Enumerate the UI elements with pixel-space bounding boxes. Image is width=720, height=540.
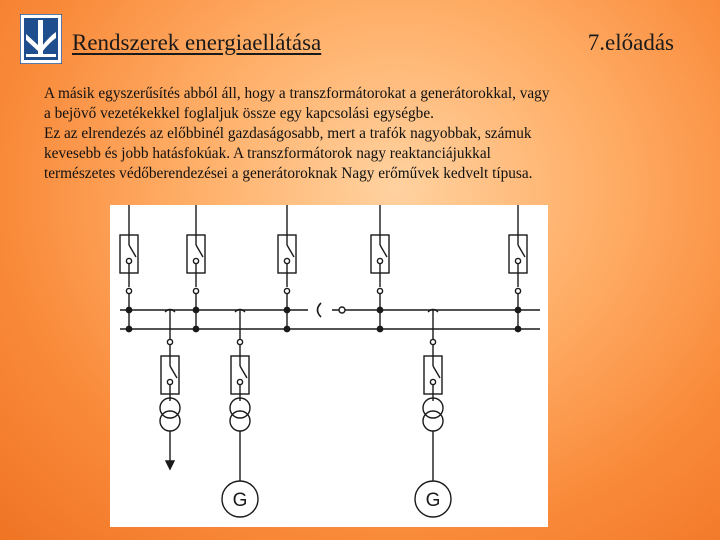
- contact-point: [237, 379, 242, 384]
- switching-diagram: [110, 205, 548, 527]
- body-paragraph: [44, 84, 684, 184]
- feeder-bay: [187, 205, 205, 332]
- contact-point: [430, 379, 435, 384]
- feeder-bay: [371, 205, 389, 332]
- university-logo-icon: [20, 14, 62, 64]
- bus-node: [515, 326, 522, 333]
- breaker-contact: [518, 245, 525, 257]
- disconnector-contact: [193, 288, 198, 293]
- generator-branch: [415, 310, 451, 518]
- feeder-bay: [120, 205, 138, 332]
- bus-node: [377, 326, 384, 333]
- feeder-bay: [278, 205, 296, 332]
- disconnector-contact: [237, 339, 242, 344]
- contact-point: [515, 258, 520, 263]
- body-line: a bejövő vezetékekkel foglaljuk össze egy kapcsolási egységbe.: [44, 105, 434, 122]
- feeder-bay: [509, 205, 527, 332]
- bus-node: [193, 326, 200, 333]
- body-line: A másik egyszerűsítés abból áll, hogy a transzformátorokat a generátorokkal, vagy: [44, 85, 550, 102]
- body-line: kevesebb és jobb hatásfokúak. A transzformátorok nagy reaktanciájukkal: [44, 145, 491, 162]
- transformer-winding: [423, 411, 443, 431]
- breaker-contact: [433, 366, 440, 378]
- bus-coupler-switch: [318, 303, 322, 317]
- disconnector-contact: [167, 339, 172, 344]
- outgoing-branch: [160, 310, 180, 470]
- contact-point: [167, 379, 172, 384]
- breaker-contact: [170, 366, 177, 378]
- bus-coupler-contact: [339, 307, 345, 313]
- breaker-contact: [287, 245, 294, 257]
- body-line: Ez az elrendezés az előbbinél gazdaságosabb, mert a trafók nagyobbak, számuk: [44, 125, 532, 142]
- generator-label: G: [425, 490, 441, 511]
- disconnector-contact: [515, 288, 520, 293]
- bus-node: [126, 326, 133, 333]
- disconnector-contact: [126, 288, 131, 293]
- contact-point: [126, 258, 131, 263]
- bus-node: [284, 326, 291, 333]
- lecture-number: 7.előadás: [587, 30, 674, 55]
- transformer-winding: [160, 411, 180, 431]
- disconnector-contact: [377, 288, 382, 293]
- contact-point: [284, 258, 289, 263]
- breaker-contact: [129, 245, 136, 257]
- outgoing-arrow: [166, 461, 174, 469]
- transformer-winding: [230, 411, 250, 431]
- disconnector-contact: [430, 339, 435, 344]
- contact-point: [193, 258, 198, 263]
- breaker-contact: [196, 245, 203, 257]
- page-title: Rendszerek energiaellátása: [72, 30, 322, 55]
- generator-branch: [222, 310, 258, 518]
- body-line: természetes védőberendezései a generátoroknak Nagy erőművek kedvelt típusa.: [44, 165, 533, 182]
- breaker-contact: [380, 245, 387, 257]
- contact-point: [377, 258, 382, 263]
- generator-label: G: [232, 490, 248, 511]
- disconnector-contact: [284, 288, 289, 293]
- breaker-contact: [240, 366, 247, 378]
